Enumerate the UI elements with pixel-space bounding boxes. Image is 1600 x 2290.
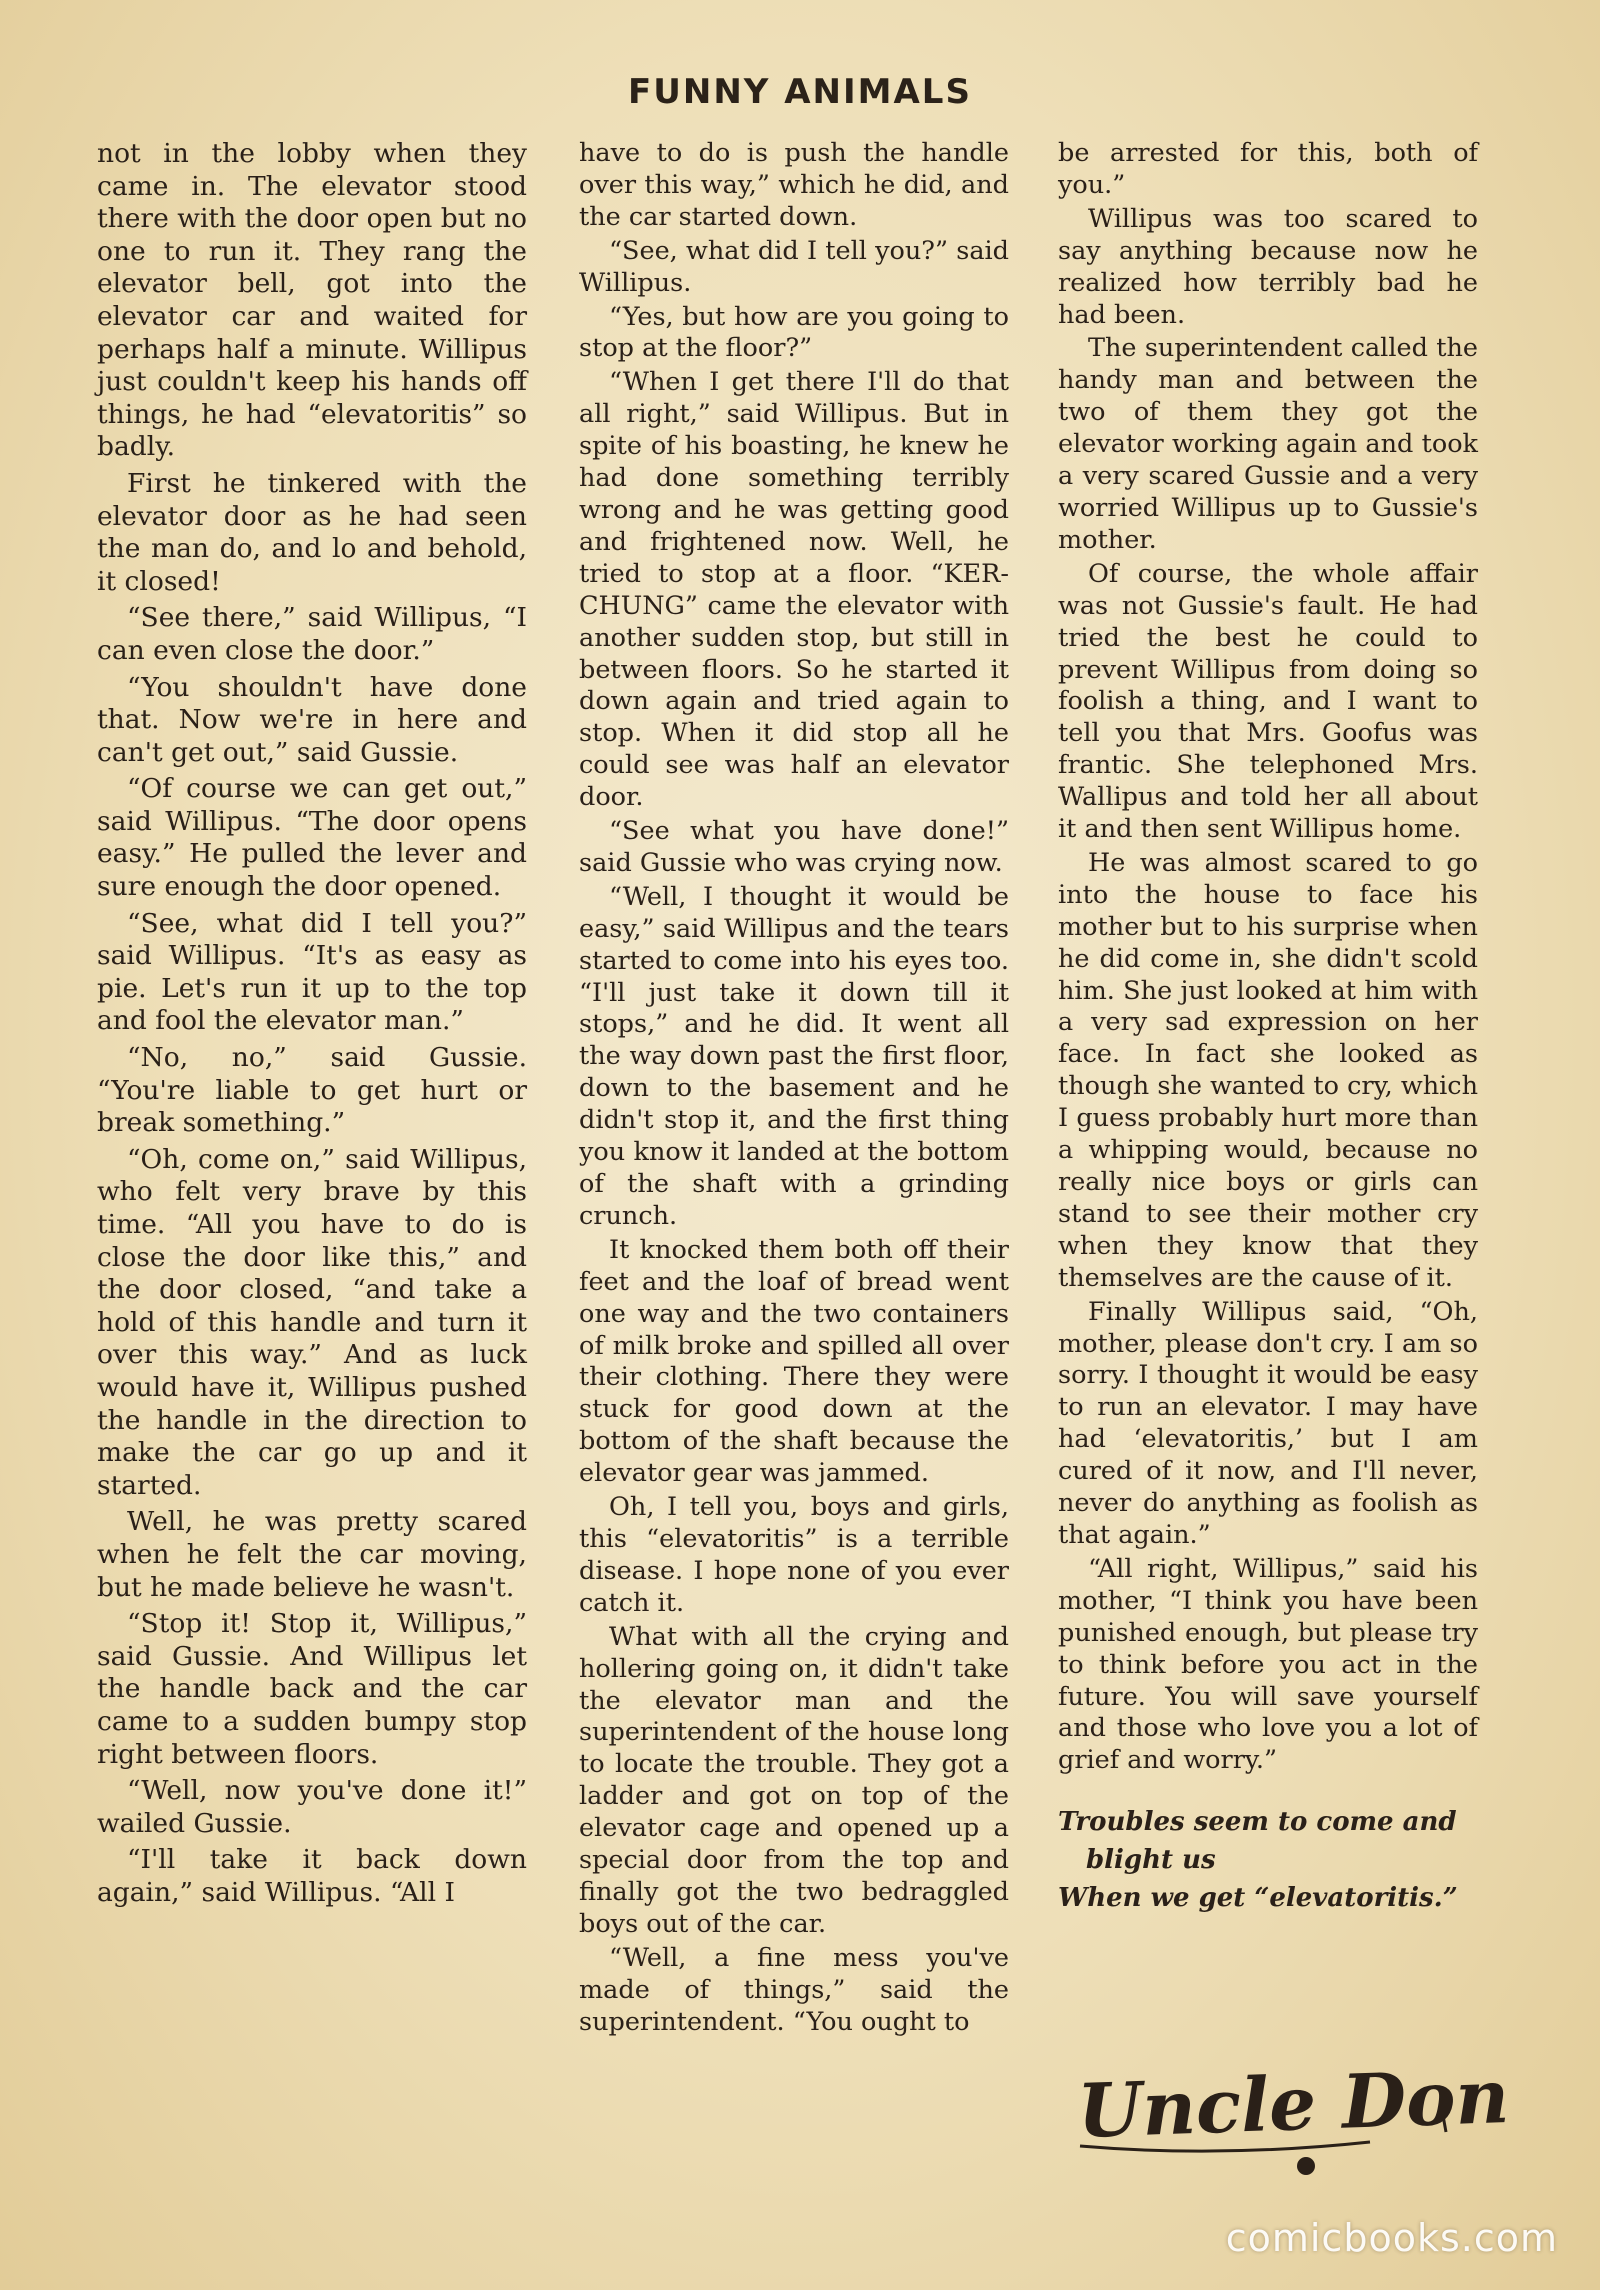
- verse-line: Troubles seem to come and: [1058, 1807, 1457, 1838]
- paragraph: The superintendent called the handy man and between the two of them they got the elevator working again and took a very scared Gussie and a very worried Willipus up to Gussie's mother.: [1058, 333, 1478, 555]
- paragraph: “Yes, but how are you going to stop at the floor?”: [579, 301, 1009, 364]
- paragraph: What with all the crying and hollering going on, it didn't take the elevator man and the superintendent of the house long to locate the trouble. They got a ladder and got on top of the elevator cage and opened up a special door from the top and finally got the two bedraggled boys out of the car.: [579, 1621, 1009, 1939]
- paragraph: “You shouldn't have done that. Now we're in here and can't get out,” said Gussie.: [97, 671, 527, 768]
- paragraph: “Of course we can get out,” said Willipus. “The door opens easy.” He pulled the lever and sure enough the door opened.: [97, 773, 527, 903]
- paragraph: Well, he was pretty scared when he felt the car moving, but he made believe he wasn't.: [97, 1506, 527, 1603]
- paragraph: have to do is push the handle over this way,” which he did, and the car started down.: [579, 138, 1009, 232]
- signature-script: Uncle Don: [1076, 2053, 1511, 2155]
- paragraph: “See there,” said Willipus, “I can even close the door.”: [97, 602, 527, 666]
- site-watermark: comicbooks.com: [1225, 2216, 1558, 2260]
- paragraph: “Stop it! Stop it, Willipus,” said Gussie. And Willipus let the handle back and the car came to a sudden bumpy stop right between floors.: [97, 1608, 527, 1770]
- text-column-2: [579, 138, 1009, 2193]
- page-title: FUNNY ANIMALS: [628, 72, 972, 112]
- paragraph: He was almost scared to go into the house to face his mother but to his surprise when he did come in, she didn't scold him. She just looked at him with a very sad expression on her face. In fact she looked as though she wanted to cry, which I guess probably hurt more than a whipping would, because no really nice boys or girls can stand to see their mother cry when they know that they themselves are the cause of it.: [1058, 847, 1478, 1293]
- paragraph: Oh, I tell you, boys and girls, this “elevatoritis” is a terrible disease. I hope none of you ever catch it.: [579, 1492, 1009, 1618]
- paragraph: First he tinkered with the elevator door as he had seen the man do, and lo and behold, it closed!: [97, 467, 527, 597]
- paragraph: Of course, the whole affair was not Gussie's fault. He had tried the best he could to prevent Willipus from doing so foolish a thing, and I want to tell you that Mrs. Goofus was frantic. She telephoned Mrs. Wallipus and told her all about it and then sent Willipus home.: [1058, 558, 1478, 845]
- paragraph: “Well, now you've done it!” wailed Gussie.: [97, 1775, 527, 1839]
- paragraph: “See, what did I tell you?” said Willipus. “It's as easy as pie. Let's run it up to the top and fool the elevator man.”: [97, 907, 527, 1037]
- closing-verse: [1058, 1803, 1478, 1917]
- paragraph: It knocked them both off their feet and the loaf of bread went one way and the two containers of milk broke and spilled all over their clothing. There they were stuck for good down at the bottom of the shaft because the elevator gear was jammed.: [579, 1234, 1009, 1489]
- paragraph: not in the lobby when they came in. The elevator stood there with the door open but no one to run it. They rang the elevator bell, got into the elevator car and waited for perhaps half a minute. Willipus just couldn't keep his hands off things, he had “elevatoritis” so badly.: [97, 138, 527, 463]
- verse-line: blight us: [1086, 1845, 1216, 1876]
- paragraph: “No, no,” said Gussie. “You're liable to get hurt or break something.”: [97, 1042, 527, 1139]
- paragraph: “See, what did I tell you?” said Willipus.: [579, 235, 1009, 298]
- signature-graphic: [1070, 2050, 1511, 2180]
- paragraph: be arrested for this, both of you.”: [1058, 138, 1478, 200]
- paragraph: “When I get there I'll do that all right,” said Willipus. But in spite of his boasting, he knew he had done something terribly wrong and he was getting good and frightened now. Well, he tried to stop at a floor. “KER-CHUNG” came the elevator with another sudden stop, but still in between floors. So he started it down again and tried again to stop. When it did stop all he could see was half an elevator door.: [579, 367, 1009, 813]
- uncle-don-signature: [1070, 2050, 1511, 2180]
- text-column-1: [97, 138, 527, 2193]
- paragraph: Finally Willipus said, “Oh, mother, please don't cry. I am so sorry. I thought it would be easy to run an elevator. I may have had ‘elevatoritis,’ but I am cured of it now, and I'll never, never do anything as foolish as that again.”: [1058, 1296, 1478, 1550]
- text-column-3: [1058, 138, 1478, 2193]
- paragraph: “All right, Willipus,” said his mother, “I think you have been punished enough, but please try to think before you act in the future. You will save yourself and those who love you a lot of grief and worry.”: [1058, 1553, 1478, 1776]
- verse-line: When we get “elevatoritis.”: [1058, 1883, 1458, 1914]
- paragraph: “Oh, come on,” said Willipus, who felt very brave by this time. “All you have to do is close the door like this,” and the door closed, “and take a hold of this handle and turn it over this way.” And as luck would have it, Willipus pushed the handle in the direction to make the car go up and it started.: [97, 1143, 527, 1501]
- paragraph: “Well, I thought it would be easy,” said Willipus and the tears started to come into his eyes too. “I'll just take it down till it stops,” and he did. It went all the way down past the first floor, down to the basement and he didn't stop it, and the first thing you know it landed at the bottom of the shaft with a grinding crunch.: [579, 881, 1009, 1231]
- paragraph: “See what you have done!” said Gussie who was crying now.: [579, 816, 1009, 878]
- paragraph: “Well, a fine mess you've made of things,” said the superintendent. “You ought to: [579, 1942, 1009, 2037]
- signature-dot: [1297, 2157, 1315, 2175]
- paragraph: “I'll take it back down again,” said Willipus. “All I: [97, 1844, 527, 1908]
- paragraph: Willipus was too scared to say anything because now he realized how terribly bad he had been.: [1058, 203, 1478, 330]
